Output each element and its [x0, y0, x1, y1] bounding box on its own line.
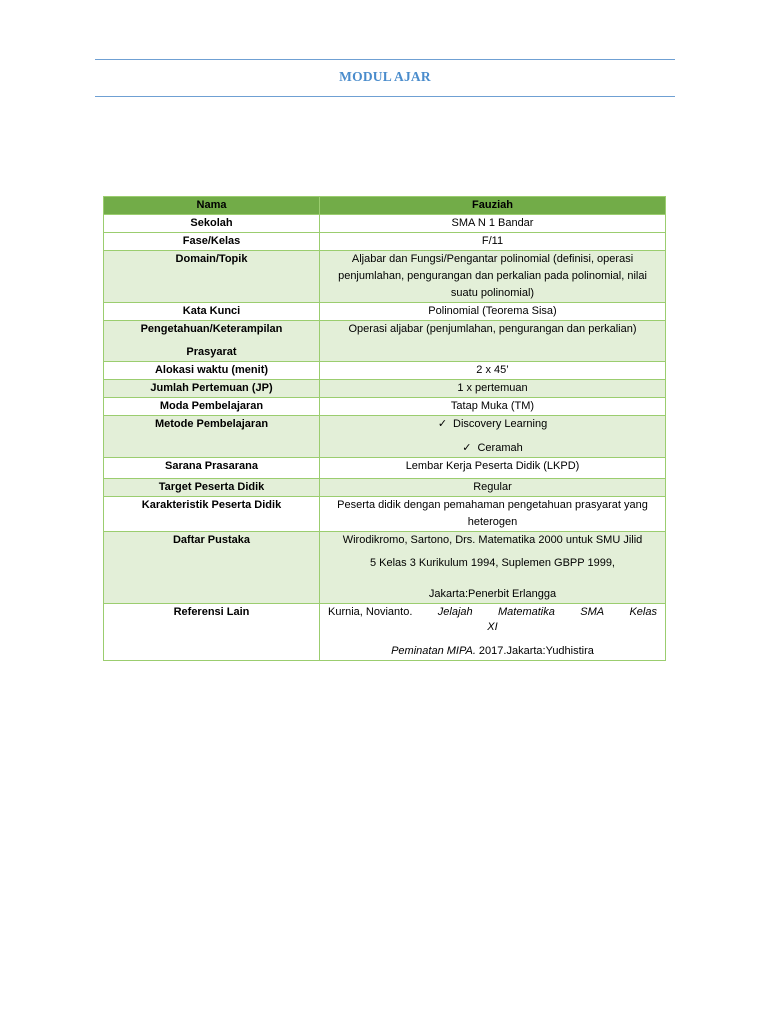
list-item: ✓ Ceramah: [326, 440, 659, 457]
reference-title-end: XI: [487, 621, 498, 633]
row-label: Alokasi waktu (menit): [104, 362, 320, 380]
row-label: Domain/Topik: [104, 251, 320, 303]
table-row: [104, 215, 666, 233]
row-value: Regular: [320, 479, 666, 497]
checkmark-icon: ✓: [437, 418, 448, 430]
reference-publisher: 2017.Jakarta:Yudhistira: [475, 645, 594, 657]
bottom-rule: [95, 96, 675, 97]
row-label: Jumlah Pertemuan (JP): [104, 380, 320, 398]
reference-title-word: SMA: [580, 606, 605, 618]
row-value: 2 x 45’: [320, 362, 666, 380]
row-label-line1: Pengetahuan/Keterampilan: [140, 323, 283, 335]
table-row: [104, 251, 666, 303]
table-row: [104, 362, 666, 380]
row-value: SMA N 1 Bandar: [320, 215, 666, 233]
row-label: Metode Pembelajaran: [104, 416, 320, 458]
table-row: [104, 604, 666, 661]
row-value: [320, 532, 666, 604]
reference-author: Kurnia, Novianto.: [328, 606, 413, 618]
table-header-row: [104, 197, 666, 215]
header-label: Nama: [104, 197, 320, 215]
row-value: 1 x pertemuan: [320, 380, 666, 398]
row-value: Tatap Muka (TM): [320, 398, 666, 416]
row-label: Moda Pembelajaran: [104, 398, 320, 416]
list-item: ✓ Discovery Learning: [326, 416, 659, 433]
row-label: [104, 321, 320, 362]
checkmark-icon: ✓: [462, 442, 472, 454]
table-row: [104, 380, 666, 398]
top-rule: [95, 59, 675, 60]
table-row: [104, 303, 666, 321]
row-value: Operasi aljabar (penjumlahan, pengurangan dan perkalian): [320, 321, 666, 362]
row-value: [320, 416, 666, 458]
reference-line: Jakarta:Penerbit Erlangga: [428, 588, 557, 600]
module-info-table: [103, 196, 666, 661]
row-value: Peserta didik dengan pemahaman pengetahuan prasyarat yang heterogen: [320, 497, 666, 532]
row-label: Referensi Lain: [104, 604, 320, 661]
table-row: [104, 479, 666, 497]
row-value: Lembar Kerja Peserta Didik (LKPD): [320, 458, 666, 479]
page-title: MODUL AJAR: [339, 69, 431, 84]
table-row: [104, 233, 666, 251]
reference-line: [326, 604, 659, 621]
row-label: Kata Kunci: [104, 303, 320, 321]
row-value: Aljabar dan Fungsi/Pengantar polinomial (definisi, operasi penjumlahan, pengurangan dan perkalian pada polinomial, nilai suatu polinomial): [320, 251, 666, 303]
reference-line: [326, 643, 659, 660]
table-row: [104, 497, 666, 532]
row-label: Sekolah: [104, 215, 320, 233]
table-row: [104, 416, 666, 458]
reference-line: Wirodikromo, Sartono, Drs. Matematika 2000 untuk SMU Jilid: [342, 534, 643, 546]
row-label: Karakteristik Peserta Didik: [104, 497, 320, 532]
row-value: F/11: [320, 233, 666, 251]
table-row: [104, 458, 666, 479]
table-row: [104, 321, 666, 362]
row-value: [320, 604, 666, 661]
header-value: Fauziah: [320, 197, 666, 215]
table-row: [104, 532, 666, 604]
row-label: Sarana Prasarana: [104, 458, 320, 479]
reference-title-cont: Peminatan MIPA.: [391, 645, 476, 657]
reference-title-word: Matematika: [498, 606, 555, 618]
reference-line: 5 Kelas 3 Kurikulum 1994, Suplemen GBPP 1999,: [369, 557, 615, 569]
reference-title-word: Jelajah: [437, 606, 473, 618]
table-row: [104, 398, 666, 416]
row-label: Target Peserta Didik: [104, 479, 320, 497]
row-label: Daftar Pustaka: [104, 532, 320, 604]
row-label-line2: Prasyarat: [186, 346, 237, 358]
row-value: Polinomial (Teorema Sisa): [320, 303, 666, 321]
row-label: Fase/Kelas: [104, 233, 320, 251]
reference-title-word: Kelas: [629, 606, 657, 618]
